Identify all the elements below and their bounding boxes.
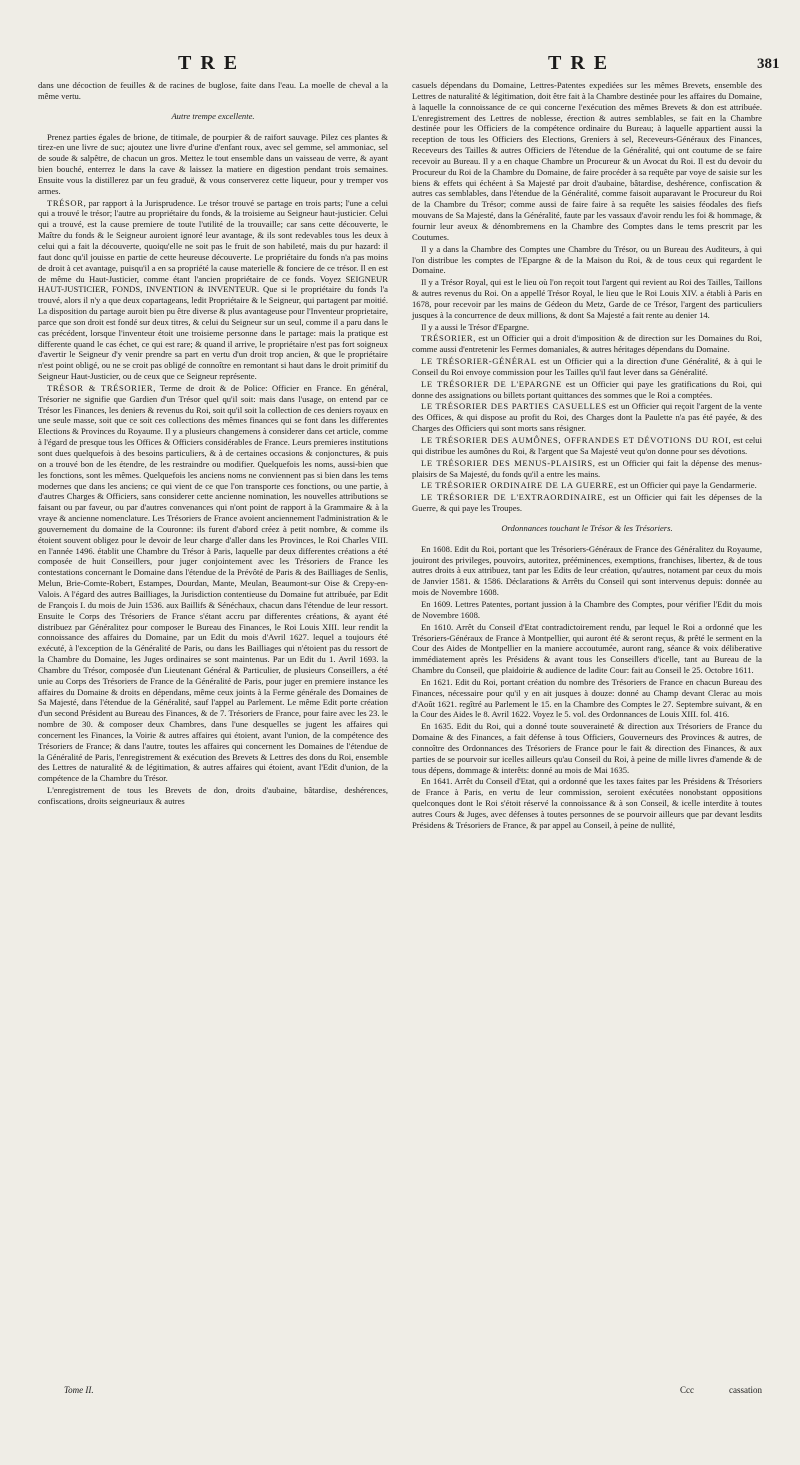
paragraph-text: Prenez parties égales de brione, de titimale, de pourpier & de raifort sauvage. Pilez ces plantes & tirez-en une livre de suc; ajoutez une livre d'urine d'enfant roux, avec sel gemme, sel ammoniac, sel de soude & salpêtre, de chacun un gros. Mettez le tout ensemble dans un vaisseau de verre, & ayant bien bouché, enterrez le dans la cave & laissez la matiere en digestion pendant trois semaines. Ensuite vous la distillerez par un feu graduë, & vous conserverez cette liqueur, pour y tremper vos armes. <box>38 131 388 196</box>
paragraph-text: est un Officier qui paye les gratifications du Roi, qui donne des assignations ou billets portant quittances des sommes que le Roi a comptées. <box>412 378 762 400</box>
paragraph <box>38 80 388 102</box>
volume-label: Tome II. <box>64 1385 94 1395</box>
paragraph <box>412 322 762 333</box>
paragraph-text: , est un Officier qui fait la dépense des menus-plaisirs de Sa Majesté, du fonds qu'il a entre les mains. <box>412 457 763 479</box>
left-column <box>38 80 388 808</box>
paragraph <box>38 785 388 807</box>
paragraph-text: est un Officier qui a la direction d'une Généralité, & à qui le Conseil du Roi envoye commission pour les Tailles qu'il faut lever dans sa Généralité. <box>412 356 762 377</box>
section-heading: Ordonnances touchant le Trésor & les Trésoriers. <box>501 522 673 533</box>
entry-headword: TRÉSOR <box>47 197 84 208</box>
paragraph <box>38 198 388 382</box>
entry-headword: LE TRÉSORIER-GÉNÉRAL <box>421 356 537 367</box>
paragraph-text: En 1610. Arrêt du Conseil d'Etat contradictoirement rendu, par lequel le Roi a ordonné que les Trésoriers-Généraux de France à Montpellier, qui auront été & seront reçus, & prêté le serment en la Cour des Aides de Montpellier en la maniere accoutumée, auront rang, séance & voix déliberative immédiatement après les Présidens & avant tous les Conseillers d'icelle, tant au Bureau de la Chambre du Conseil, que plaidoirie & audience de ladite Cour: fait au Conseil le 25. Octobre 1611. <box>412 621 762 676</box>
running-head-right: TRE <box>548 52 617 74</box>
paragraph <box>412 333 762 355</box>
paragraph <box>38 383 388 784</box>
paragraph-text: Il y a dans la Chambre des Comptes une Chambre du Trésor, ou un Bureau des Auditeurs, à qui l'on distribue les comptes de l'Epargne & de la Maison du Roi, & de tous ceux qui regardent le Domaine. <box>412 243 762 276</box>
paragraph <box>412 776 762 830</box>
paragraph-text: Il y a Trésor Royal, qui est le lieu où l'on reçoit tout l'argent qui revient au Roi des Tailles, Taillons & autres revenus du Roi. On a appellé Trésor Royal, le lieu que le Roi Louis XIV. a établi à Paris en 1678, pour recevoir par les mains de Gédeon du Metz, Garde de ce Trésor, l'argent des particuliers jusques à la concurrence de deux millions, & dont Sa Majesté a fait rente au denier 14. <box>412 277 762 320</box>
paragraph-text: En 1635. Edit du Roi, qui a donné toute souveraineté & direction aux Trésoriers de France du Domaine & des Finances, a fait défense à tous Officiers, Gouverneurs des Provinces & autres, de connoître des Ordonnances des Trésoriers de France pour le fait & direction des Finances, & aux parties de se pourvoir sur icelles ailleurs qu'au Conseil du Roi, à peine de mille livres d'amende & de tous dépens, dommage & interêts: donné au mois de Mai 1635. <box>412 721 762 775</box>
paragraph <box>412 599 762 621</box>
paragraph <box>412 401 762 434</box>
paragraph <box>412 480 762 491</box>
paragraph <box>412 622 762 676</box>
page-number: 381 <box>757 56 780 72</box>
entry-headword: LE TRÉSORIER ORDINAIRE DE LA GUERRE <box>421 480 614 491</box>
paragraph-text: En 1641. Arrêt du Conseil d'Etat, qui a ordonné que les taxes faites par les Présidens & Trésoriers de France à Paris, en vertu de leur commission, seroient exécutées nonobstant oppositions quelconques dont le Roi s'étoit réservé la connoissance & à son Conseil, & icelle interdite à toutes autres Cours & Juges, avec défenses à toutes personnes de se pourvoir ailleurs que par devant lesdits Présidens & Trésoriers de France, & par appel au Conseil, à peine de nullité, <box>412 776 762 830</box>
paragraph-text: , est un Officier qui fait les dépenses de la Guerre, & qui paye les Troupes. <box>412 492 762 514</box>
signature-mark: Ccc <box>680 1385 694 1395</box>
paragraph-text: casuels dépendans du Domaine, Lettres-Patentes expediées sur les mêmes Brevets, ensemble des Lettres de naturalité & légitimation, doit être fait à la Chambre destinée pour les affaires du Domaine, à laquelle la connoissance de ce qui concerne l'exécution des mêmes Brevets & don est attribuée. L'enregistrement des Lettres de noblesse, érection & autres semblables, se fait en la Chambre destinée pour les Officiers de la compétence ordinaire du Bureau; à laquelle appartient aussi la reception de tous les Officiers des Elections, Greniers à sel, Receveurs-Généraux des Finances, Receveurs des Tailles & autres Officiers de l'étendue de la Généralité, qui ont coutume de se faire recevoir au Bureau. Il y a en chaque Chambre un Procureur & un Avocat du Roi. Il est du devoir du Procureur du Roi de la Chambre du Domaine, de faire procéder à sa requête par voye de saisie sur les biens & effets qui échéent à Sa Majesté par droit d'aubaine, bâtardise, deshérence, confiscation & autres cas semblables, dans l'étendue de la Généralité, comme faisoit auparavant le Procureur du Roi de la Chambre du Trésor; comme aussi de faire faire à sa requête les saisies féodales des fiefs mouvans de Sa Majesté, dans la Généralité, faute par les vassaux d'avoir rendu les foi & hommage, & fournir leur aveux & dénombremens en la Chambre des Comptes dans le tems prescrit par les Coutumes. <box>412 80 762 242</box>
paragraph-text: dans une décoction de feuilles & de racines de buglose, faite dans l'eau. La moelle de cheval a la même vertu. <box>38 80 388 101</box>
entry-headword: TRÉSOR & TRÉSORIER <box>47 382 154 393</box>
paragraph-text: est un Officier qui reçoit l'argent de la vente des Offices, & qui dispose au profit du Roi, des Charges dont la Paulette n'a pas été payée, & des Charges des Officiers qui sont morts sans résigner. <box>412 401 762 434</box>
right-column <box>412 80 762 832</box>
paragraph-text: En 1609. Lettres Patentes, portant jussion à la Chambre des Comptes, pour vérifier l'Edit du mois de Novembre 1608. <box>412 598 762 620</box>
entry-headword: TRÉSORIER <box>421 333 474 344</box>
paragraph-text: , Terme de droit & de Police: Officier en France. En général, Trésorier ne signifie que Gardien d'un Trésor quel qu'il soit: mais dans l'usage, on entend par ce Trésor les Finances, les deniers & revenus du Roi, soit qu'il soit la collection de ces deniers royaux en une seule masse, soit que ce soit ces collections des mêmes finances qui se font dans les differentes Elections & Provinces du Royaume. Il y a plusieurs changemens à considerer dans cet article, comme à l'égard de presque tous les Offices & Officiers considérables de France. Leurs premieres institutions sont dues quelquefois à des besoins particuliers, & à de certaines occasions & conjonctures, & puis on a trouvé bon de les étendre, de les restraindre ou modifier. Quelquefois les noms, aussi-bien que les fonctions, sont les mêmes. Quelquefois les anciens noms ne conviennent pas si bien dans les tems modernes que dans les anciens; ce qui vient de ce que l'on transporte ces fonctions, ou une partie, à d'autres Charges & Officiers, sans considerer cette ancienne nomination, les nouvelles attributions se faisant ou par faveur, ou par d'autres convenances qui n'ont point de rapport à la Grammaire & à la vraye & ancienne nomenclature. Les Trésoriers de France avoient anciennement l'administration & le gouvernement du domaine de la Couronne: ils furent d'abord créez à petit nombre, & comme ils étoient souvent obligez pour le devoir de leur charge d'aller dans les Provinces, le Roi Charles VIII. en l'année 1496. établit une Chambre du Trésor à Paris, laquelle par deux differentes créations a été composée de huit Conseillers, pour juger conjointement avec les Trésoriers de France les contestations concernant le Domaine dans l'étendue de la Prévôté de Paris & des Bailliages de Senlis, Melun, Brie-Comte-Robert, Estampes, Dourdan, Mante, Meulan, Beaumont-sur Oise & Crepy-en-Valois. A l'égard des autres Bailliages, la Jurisdiction contentieuse du Domaine fut attribuée, par Edit de François I. du mois de Juin 1536. aux Baillifs & Sénéchaux, chacun dans l'étendue de leur ressort. Ensuite le Corps des Trésoriers de France s'étant accru par differentes créations, & ayant été distribuez par Généralitez pour composer le Bureau des Finances, le Roi Louis XIII. leur rendit la connoissance des affaires du Domaine, par un Edit du mois d'Avril 1627. lequel a toujours été exécuté, à l'exception de la Généralité de Paris, ou dans les Bailliages qui n'étoient pas du ressort de la Chambre du Domaine, les Juges ordinaires se sont maintenus. Par un Edit du 1. Avril 1693. la Chambre du Trésor, composée d'un Lieutenant Général & Particulier, de plusieurs Conseillers, a été unie au Corps des Trésoriers de France de la Généralité de Paris, pour juger en premiere instance les affaires du Domaine & droits en dépendans, même ceux joints à la Ferme générale des Domaines de Sa Majesté, dans l'étendue de la Généralité, sauf l'appel au Parlement. Le même Edit porte création d'un second Président au Bureau des Finances, & de 7. Trésoriers de France, pour faire avec les 23. le nombre de 30. & composer deux Chambres, dans l'une desquelles se jugent les affaires qui concernent les Finances, la Voirie & autres affaires qui étoient, avant l'union, de la compétence des Trésoriers de France; & dans l'autre, toutes les affaires qui concernent les Domaines de l'étendue de la Généralité de Paris, l'enregistrement & exécution des Brevets & Lettres des dons du Roi, ensemble des Lettres de naturalité & de légitimation, & autres affaires qui étoient, avant l'Edit d'union, de la compétence de la Chambre du Trésor. <box>38 382 388 784</box>
paragraph <box>412 244 762 277</box>
paragraph <box>412 721 762 775</box>
paragraph <box>412 435 762 457</box>
paragraph-text: , par rapport à la Jurisprudence. Le trésor trouvé se partage en trois parts; l'une a celui qui a trouvé le trésor; l'autre au propriétaire du fonds, & la troisieme au Seigneur haut-justicier. Celui qui a trouvé, est la cause premiere de toute l'utilité de la trouvaille; car sans cette découverte, le Maître du fonds & le Seigneur auroient ignoré leur avantage, & ils sont redevables tous les deux à celui qui a fait la découverte, quoiqu'elle ne soit pas le fruit de son habileté, mais du pur hazard: il faut donc qu'il jouisse en partie de cette heureuse découverte. Le propriétaire du fonds n'a pas moins de droit à cet avantage, puisqu'il a en sa propriété la cause materielle & fonciere de ce trésor. Il en est de même du Haut-Justicier, comme étant l'ancien propriétaire de ce fonds. Voyez SEIGNEUR HAUT-JUSTICIER, FONDS, INVENTION & INVENTEUR. Que si le propriétaire du fonds l'a trouvé, alors il n'y a que deux copartageans, ledit Propriétaire & le Seigneur, qui partagent par moitié. La disposition du partage auroit bien pu être diverse & plus avantageuse pour l'Inventeur proprietaire, parce que son droit est fondé sur deux titres, & celui du Seigneur sur un seul, comme il a paru dans le cas précédent, lorsque l'inventeur étoit une troisieme personne dans le partage: mais la pratique est differente quand le cas échet, ce qui est rare; & quand il arrive, le propriétaire n'est pas fort soigneux d'avertir le Seigneur d'y venir prendre sa part en vertu d'un droit trop ancien, & que le propriétaire n'est point obligé, ou ne se croit pas obligé de connoître en remontant si haut dans le droit primitif du Seigneur Haut-Justicier, ou de ceux que ce Seigneur représente. <box>38 197 388 382</box>
entry-headword: LE TRÉSORIER DES MENUS-PLAISIRS <box>421 457 593 468</box>
paragraph <box>412 379 762 401</box>
paragraph-text: , est celui qui distribue les aumônes du Roi, & l'argent que Sa Majesté veut qu'on donne pour ses dévotions. <box>412 435 762 456</box>
paragraph-text: L'enregistrement de tous les Brevets de don, droits d'aubaine, bâtardise, deshérences, confiscations, droits seigneuriaux & autres <box>38 785 388 806</box>
paragraph <box>412 277 762 320</box>
entry-headword: LE TRÉSORIER DES AUMÔNES, OFFRANDES ET DÉVOTIONS DU ROI <box>421 435 729 445</box>
paragraph <box>412 458 762 480</box>
paragraph <box>412 492 762 514</box>
paragraph-text: , est un Officier qui a droit d'imposition & de direction sur les Domaines du Roi, comme aussi d'entretenir les Fermes domaniales, & autres héritages dépendans du Domaine. <box>412 333 762 355</box>
entry-headword: LE TRÉSORIER DE L'EXTRAORDINAIRE <box>421 492 603 503</box>
paragraph <box>412 80 762 243</box>
paragraph <box>38 132 388 197</box>
section-heading: Autre trempe excellente. <box>171 110 255 121</box>
entry-headword: LE TRÉSORIER DE L'EPARGNE <box>421 378 562 389</box>
paragraph-text: En 1608. Edit du Roi, portant que les Trésoriers-Généraux de France des Généralitez du Royaume, jouiront des privileges, pouvoirs, autoritez, prééminences, exemptions, franchises, libertez, & de tous autres droits à eux attribuez, tant par les Edits de leur création, qu'autres, notament par ceux du mois de Janvier 1581. & 1586. Déclarations & Arrêts du Conseil qui sont intervenus depuis: donnée au mois de Novembre 1608. <box>412 543 762 598</box>
paragraph-text: , est un Officier qui paye la Gendarmerie. <box>613 480 757 491</box>
paragraph-text: Il y a aussi le Trésor d'Epargne. <box>421 321 530 332</box>
catchword: cassation <box>729 1385 762 1395</box>
paragraph <box>412 544 762 598</box>
paragraph-text: En 1621. Edit du Roi, portant création du nombre des Trésoriers de France en chacun Bureau des Finances, nécessaire pour qu'il y en ait jusques à douze: donné au Champ devant Clerac au mois d'Août 1621. regîtré au Parlement le 15. en la Chambre des Comptes le 27. Septembre suivant, & en la Cour des Aides le 8. Avril 1622. Voyez le 5. vol. des Ordonnances de Louis XIII. fol. 416. <box>412 676 762 720</box>
running-head-left: TRE <box>178 52 247 74</box>
paragraph <box>412 677 762 720</box>
paragraph <box>412 356 762 378</box>
entry-headword: LE TRÉSORIER DES PARTIES CASUELLES <box>421 401 607 412</box>
